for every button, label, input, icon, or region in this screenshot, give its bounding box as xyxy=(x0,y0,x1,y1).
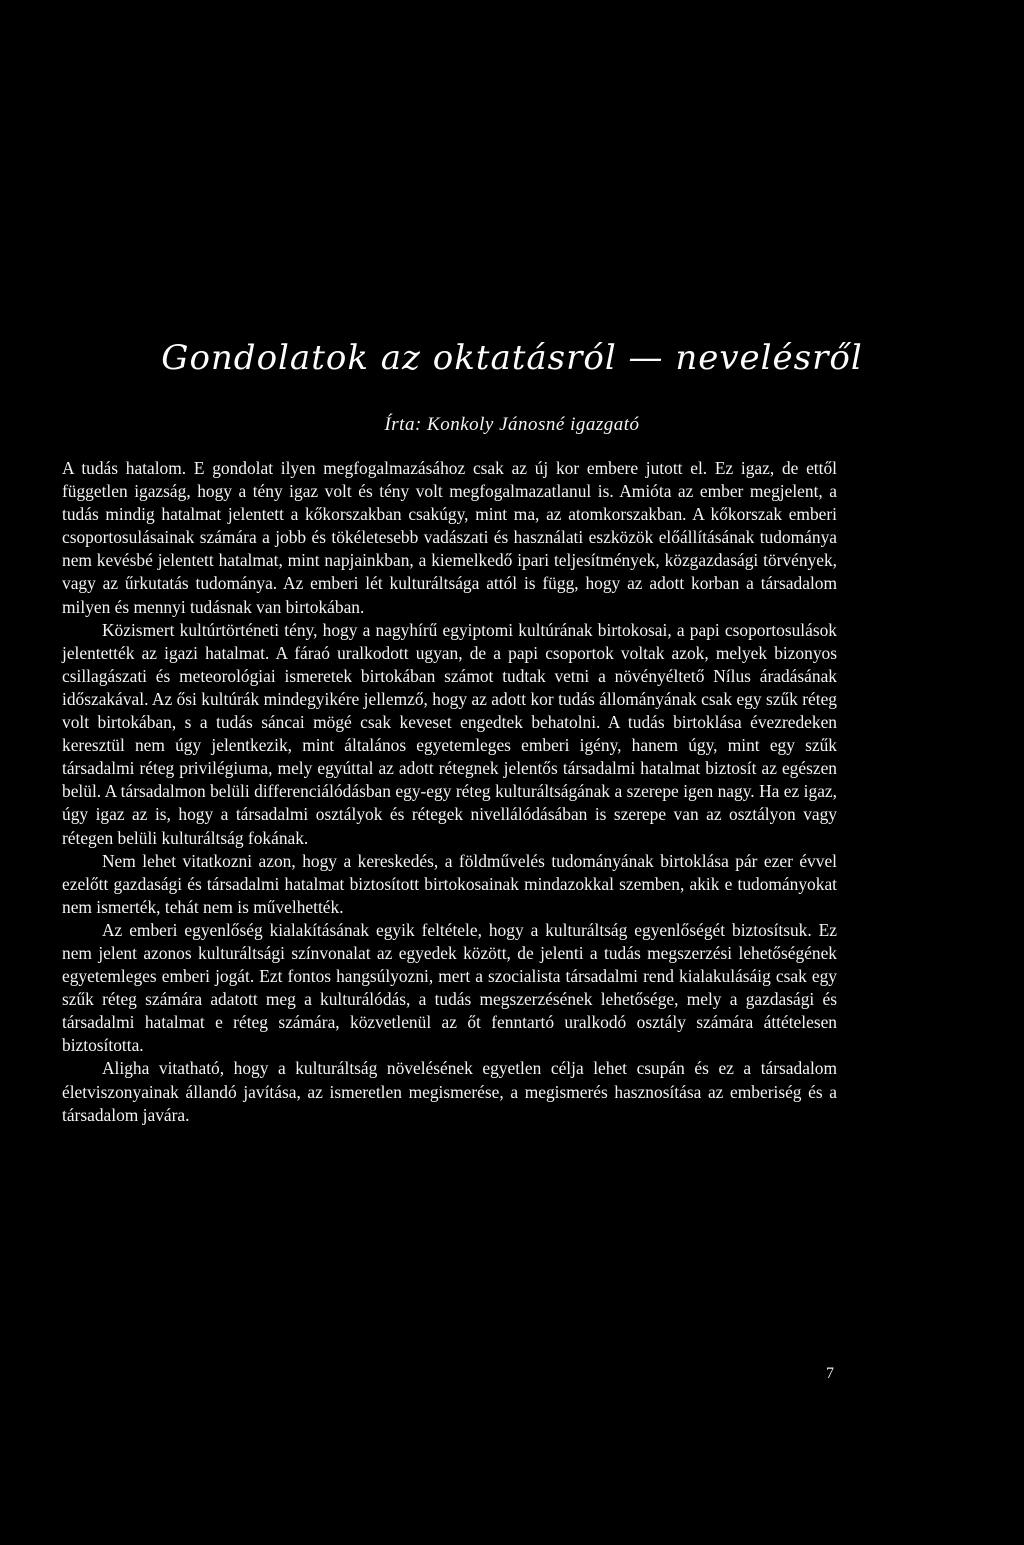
paragraph: Nem lehet vitatkozni azon, hogy a kereskedés, a földművelés tudományának birtoklása pár ezer évvel ezelőtt gazdasági és társadalmi hatalmat biztosított birtokosainak mindazokkal szemben, akik e tudományokat nem ismerték, tehát nem is művelhették. xyxy=(62,850,837,917)
paragraph: A tudás hatalom. E gondolat ilyen megfogalmazásához csak az új kor embere jutott el. Ez igaz, de ettől független igazság, hogy a tény igaz volt és tény volt megfogalmazatlanul is. Amióta az ember megjelent, a tudás mindig hatalmat jelentett a kőkorszakban csakúgy, mint ma, az atomkorszakban. A kőkorszak emberi csoportosulásainak számára a jobb és tökéletesebb vadászati és használati eszközök előállításának tudománya nem kevésbé jelentett hatalmat, mint napjainkban, a kiemelkedő ipari teljesítmények, közgazdasági törvények, vagy az űrkutatás tudománya. Az emberi lét kulturáltsága attól is függ, hogy az adott korban a társadalom milyen és mennyi tudásnak van birtokában. xyxy=(62,458,837,617)
paragraph: Aligha vitatható, hogy a kulturáltság növelésének egyetlen célja lehet csupán és ez a társadalom életviszonyainak állandó javítása, az ismeretlen megismerése, a megismerés hasznosítása az emberiség és a társadalom javára. xyxy=(62,1058,837,1125)
article-body xyxy=(62,457,837,1127)
paragraph: Az emberi egyenlőség kialakításának egyik feltétele, hogy a kulturáltság egyenlőségét biztosítsuk. Ez nem jelent azonos kulturáltsági színvonalat az egyedek között, de jelenti a tudás megszerzési lehetőségének egyetemleges emberi jogát. Ezt fontos hangsúlyozni, mert a szocialista társadalmi rend kialakulásáig csak egy szűk réteg számára adatott meg a kulturálódás, a tudás megszerzésének lehetősége, mely a gazdasági és társadalmi hatalmat e réteg számára, közvetlenül az őt fenntartó uralkodó osztály számára áttételesen biztosította. xyxy=(62,919,837,1056)
page-number: 7 xyxy=(826,1365,834,1382)
paragraph: Közismert kultúrtörténeti tény, hogy a nagyhírű egyiptomi kultúrának birtokosai, a papi csoportosulások jelentették az igazi hatalmat. A fáraó uralkodott ugyan, de a papi csoportok voltak azok, melyek bizonyos csillagászati és meteorológiai ismeretek birtokában számot tudtak vetni a növényéltető Nílus áradásának időszakával. Az ősi kultúrák mindegyikére jellemző, hogy az adott kor tudás állományának csak egy szűk réteg volt birtokában, s a tudás sáncai mögé csak keveset engedtek behatolni. A tudás birtoklása évezredeken keresztül nem úgy jelentkezik, mint általános egyetemleges emberi igény, hanem úgy, mint egy szűk társadalmi réteg privilégiuma, mely egyúttal az adott rétegnek jelentős társadalmi hatalmat biztosít az egészen belül. A társadalmon belüli differenciálódásban egy-egy réteg kulturáltságának a szerepe igen nagy. Ha ez igaz, úgy igaz az is, hogy a társadalmi osztályok és rétegek nivellálódásában is szerepe van az osztályon vagy rétegen belüli kulturáltság fokának. xyxy=(62,619,837,848)
article-title: Gondolatok az oktatásról — nevelésről xyxy=(161,338,863,378)
author-line: Írta: Konkoly Jánosné igazgató xyxy=(384,414,640,435)
